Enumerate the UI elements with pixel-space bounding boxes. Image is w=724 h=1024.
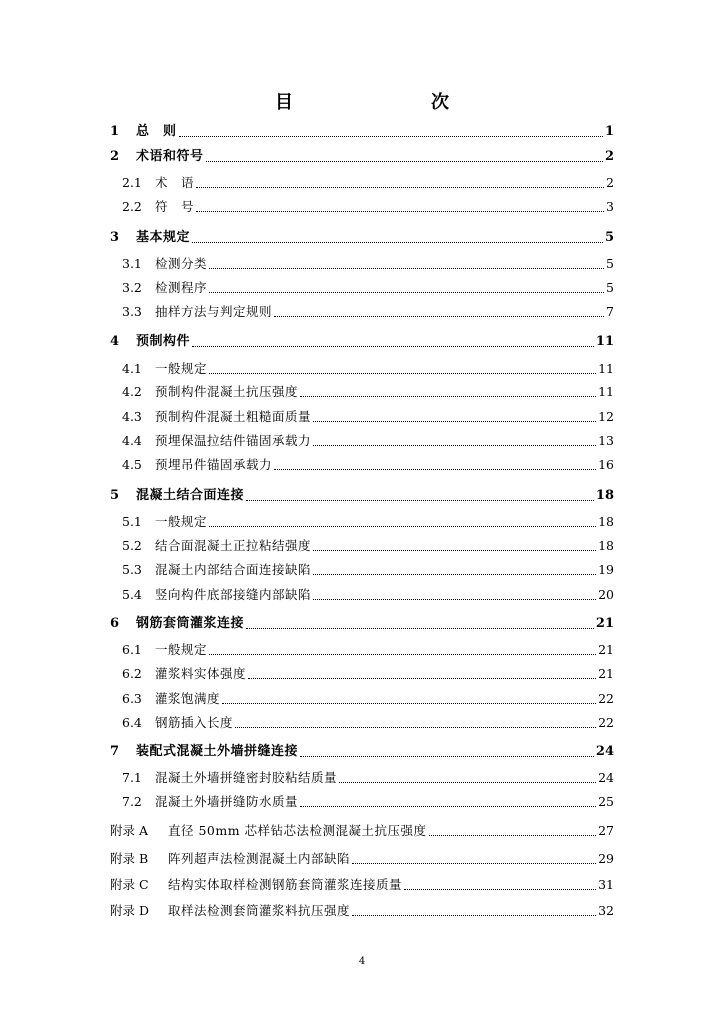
toc-entry-label: 灌浆料实体强度 [155, 666, 247, 681]
toc-entry-page: 21 [598, 642, 614, 657]
toc-entry-page: 22 [598, 715, 614, 730]
toc-entry[interactable] [122, 638, 614, 658]
toc-entry[interactable] [122, 453, 614, 473]
toc-entry-page: 24 [595, 744, 614, 759]
toc-entry-label: 检测程序 [155, 280, 208, 295]
dot-leader [196, 210, 604, 212]
toc-entry-page: 2 [604, 149, 614, 164]
toc-entry-number: 6.4 [122, 715, 142, 730]
dot-leader [179, 135, 603, 137]
toc-entry-number: 3 [110, 230, 120, 245]
toc-entry[interactable] [110, 740, 614, 760]
toc-entry-page: 12 [598, 409, 614, 424]
toc-entry[interactable] [122, 300, 614, 320]
toc-entry[interactable] [122, 171, 614, 191]
toc-entry-number: 6.1 [122, 642, 142, 657]
toc-entry-page: 22 [598, 691, 614, 706]
toc-entry-number: 附录 D [110, 903, 149, 918]
toc-entry[interactable] [122, 380, 614, 400]
toc-entry-page: 11 [595, 334, 614, 349]
toc-entry-number: 附录 B [110, 851, 149, 866]
dot-leader [313, 549, 596, 551]
toc-entry-number: 4 [110, 334, 120, 349]
toc-entry-page: 19 [598, 562, 614, 577]
toc-entry-number: 7.2 [122, 794, 142, 809]
toc-entry-number: 4.2 [122, 384, 142, 399]
toc-entry-page: 29 [598, 851, 614, 866]
toc-entry-page: 21 [595, 616, 614, 631]
toc-entry[interactable] [110, 226, 614, 246]
dot-leader [300, 755, 594, 757]
toc-entry-label: 抽样方法与判定规则 [155, 304, 273, 319]
toc-entry-page: 18 [598, 514, 614, 529]
toc-entry-label: 装配式混凝土外墙拼缝连接 [136, 744, 299, 759]
toc-entry-page: 11 [598, 361, 614, 376]
dot-leader [192, 241, 603, 243]
toc-entry-page: 25 [598, 794, 614, 809]
toc-entry-number: 6 [110, 616, 120, 631]
toc-title: 目 次 [275, 92, 483, 113]
toc-entry-number: 4.3 [122, 409, 142, 424]
toc-entry[interactable] [110, 145, 614, 165]
toc-entry[interactable] [122, 534, 614, 554]
dot-leader [274, 468, 596, 470]
toc-entry-page: 7 [606, 304, 614, 319]
toc-entry-number: 3.1 [122, 256, 142, 271]
toc-entry[interactable] [110, 873, 614, 893]
dot-leader [313, 444, 596, 446]
toc-entry-label: 符 号 [155, 199, 195, 214]
toc-entry-number: 3.3 [122, 304, 142, 319]
toc-entry-label: 预制构件混凝土抗压强度 [155, 384, 299, 399]
toc-entry[interactable] [122, 790, 614, 810]
toc-entry[interactable] [110, 484, 614, 504]
dot-leader [313, 598, 596, 600]
toc-entry-page: 27 [598, 823, 614, 838]
toc-entry[interactable] [122, 583, 614, 603]
dot-leader [235, 726, 596, 728]
toc-entry-page: 1 [604, 124, 614, 139]
toc-entry[interactable] [122, 687, 614, 707]
toc-entry-label: 钢筋套筒灌浆连接 [136, 616, 245, 631]
toc-entry-page: 13 [598, 433, 614, 448]
toc-entry-number: 5.4 [122, 587, 142, 602]
toc-entry-label: 预制构件混凝土粗糙面质量 [155, 409, 312, 424]
toc-entry-label: 检测分类 [155, 256, 208, 271]
dot-leader [300, 805, 596, 807]
toc-entry-number: 5 [110, 488, 120, 503]
toc-entry-label: 取样法检测套筒灌浆料抗压强度 [168, 903, 351, 918]
dot-leader [209, 372, 596, 374]
dot-leader [404, 888, 596, 890]
toc-entry-label: 一般规定 [155, 514, 208, 529]
toc-entry-label: 钢筋插入长度 [155, 715, 234, 730]
toc-entry-page: 5 [604, 230, 614, 245]
toc-entry-label: 基本规定 [136, 230, 191, 245]
dot-leader [248, 677, 596, 679]
toc-entry-label: 混凝土内部结合面连接缺陷 [155, 562, 312, 577]
toc-entry-number: 附录 A [110, 823, 149, 838]
toc-entry-page: 5 [606, 280, 614, 295]
toc-entry-page: 32 [598, 903, 614, 918]
dot-leader [246, 499, 594, 501]
toc-entry-number: 4.5 [122, 457, 142, 472]
toc-entry-number: 2 [110, 149, 120, 164]
dot-leader [274, 315, 604, 317]
dot-leader [352, 862, 596, 864]
toc-entry-label: 总 则 [136, 124, 177, 139]
toc-entry[interactable] [122, 766, 614, 786]
toc-entry-page: 16 [598, 457, 614, 472]
toc-entry-label: 预埋吊件锚固承载力 [155, 457, 273, 472]
toc-entry-label: 混凝土外墙拼缝密封胶粘结质量 [155, 770, 338, 785]
toc-entry-number: 1 [110, 124, 120, 139]
toc-entry-number: 4.4 [122, 433, 142, 448]
toc-entry-number: 5.1 [122, 514, 142, 529]
toc-entry-label: 结合面混凝土正拉粘结强度 [155, 538, 312, 553]
dot-leader [339, 781, 596, 783]
toc-entry[interactable] [110, 847, 614, 867]
toc-entry-number: 2.1 [122, 175, 142, 190]
toc-entry-number: 6.3 [122, 691, 142, 706]
toc-entry-label: 混凝土结合面连接 [136, 488, 245, 503]
dot-leader [300, 395, 596, 397]
toc-entry-number: 2.2 [122, 199, 142, 214]
toc-entry-page: 3 [606, 199, 614, 214]
dot-leader [429, 834, 597, 836]
dot-leader [209, 525, 596, 527]
toc-entry-label: 术 语 [155, 175, 195, 190]
toc-entry-page: 20 [598, 587, 614, 602]
toc-entry-page: 18 [598, 538, 614, 553]
dot-leader [206, 160, 603, 162]
dot-leader [352, 914, 596, 916]
toc-entry[interactable] [122, 711, 614, 731]
page-number: 4 [358, 956, 366, 967]
toc-entry-label: 术语和符号 [136, 149, 204, 164]
toc-entry[interactable] [122, 405, 614, 425]
toc-entry[interactable] [122, 276, 614, 296]
dot-leader [192, 345, 594, 347]
toc-entry[interactable] [122, 429, 614, 449]
toc-entry-page: 31 [598, 877, 614, 892]
toc-entry-label: 预埋保温拉结件锚固承载力 [155, 433, 312, 448]
toc-entry-number: 附录 C [110, 877, 149, 892]
toc-entry-label: 竖向构件底部接缝内部缺陷 [155, 587, 312, 602]
dot-leader [222, 702, 596, 704]
toc-entry-label: 混凝土外墙拼缝防水质量 [155, 794, 299, 809]
toc-entry-page: 2 [606, 175, 614, 190]
dot-leader [313, 573, 596, 575]
toc-entry[interactable] [110, 899, 614, 919]
dot-leader [313, 420, 596, 422]
toc-entry-number: 4.1 [122, 361, 142, 376]
toc-entry[interactable] [122, 357, 614, 377]
toc-entry-label: 一般规定 [155, 361, 208, 376]
toc-entry[interactable] [110, 120, 614, 140]
toc-entry-number: 7.1 [122, 770, 142, 785]
toc-entry-label: 结构实体取样检测钢筋套筒灌浆连接质量 [168, 877, 403, 892]
toc-entry[interactable] [122, 662, 614, 682]
toc-entry-label: 灌浆饱满度 [155, 691, 221, 706]
dot-leader [196, 186, 604, 188]
toc-entry-label: 阵列超声法检测混凝土内部缺陷 [168, 851, 351, 866]
dot-leader [209, 653, 596, 655]
toc-entry[interactable] [110, 819, 614, 839]
toc-entry[interactable] [122, 558, 614, 578]
toc-entry-label: 一般规定 [155, 642, 208, 657]
toc-entry-number: 5.2 [122, 538, 142, 553]
toc-entry-page: 5 [606, 256, 614, 271]
toc-entry[interactable] [122, 252, 614, 272]
toc-entry[interactable] [110, 612, 614, 632]
toc-entry-page: 18 [595, 488, 614, 503]
dot-leader [209, 267, 604, 269]
toc-entry[interactable] [122, 195, 614, 215]
toc-entry-number: 7 [110, 744, 120, 759]
toc-entry-number: 6.2 [122, 666, 142, 681]
toc-entry-page: 21 [598, 666, 614, 681]
toc-entry-number: 5.3 [122, 562, 142, 577]
toc-entry-page: 24 [598, 770, 614, 785]
toc-entry-page: 11 [598, 384, 614, 399]
toc-entry-label: 预制构件 [136, 334, 191, 349]
dot-leader [246, 627, 594, 629]
dot-leader [209, 291, 604, 293]
toc-entry[interactable] [110, 330, 614, 350]
toc-entry[interactable] [122, 510, 614, 530]
toc-entry-label: 直径 50mm 芯样钻芯法检测混凝土抗压强度 [168, 823, 427, 838]
toc-entry-number: 3.2 [122, 280, 142, 295]
